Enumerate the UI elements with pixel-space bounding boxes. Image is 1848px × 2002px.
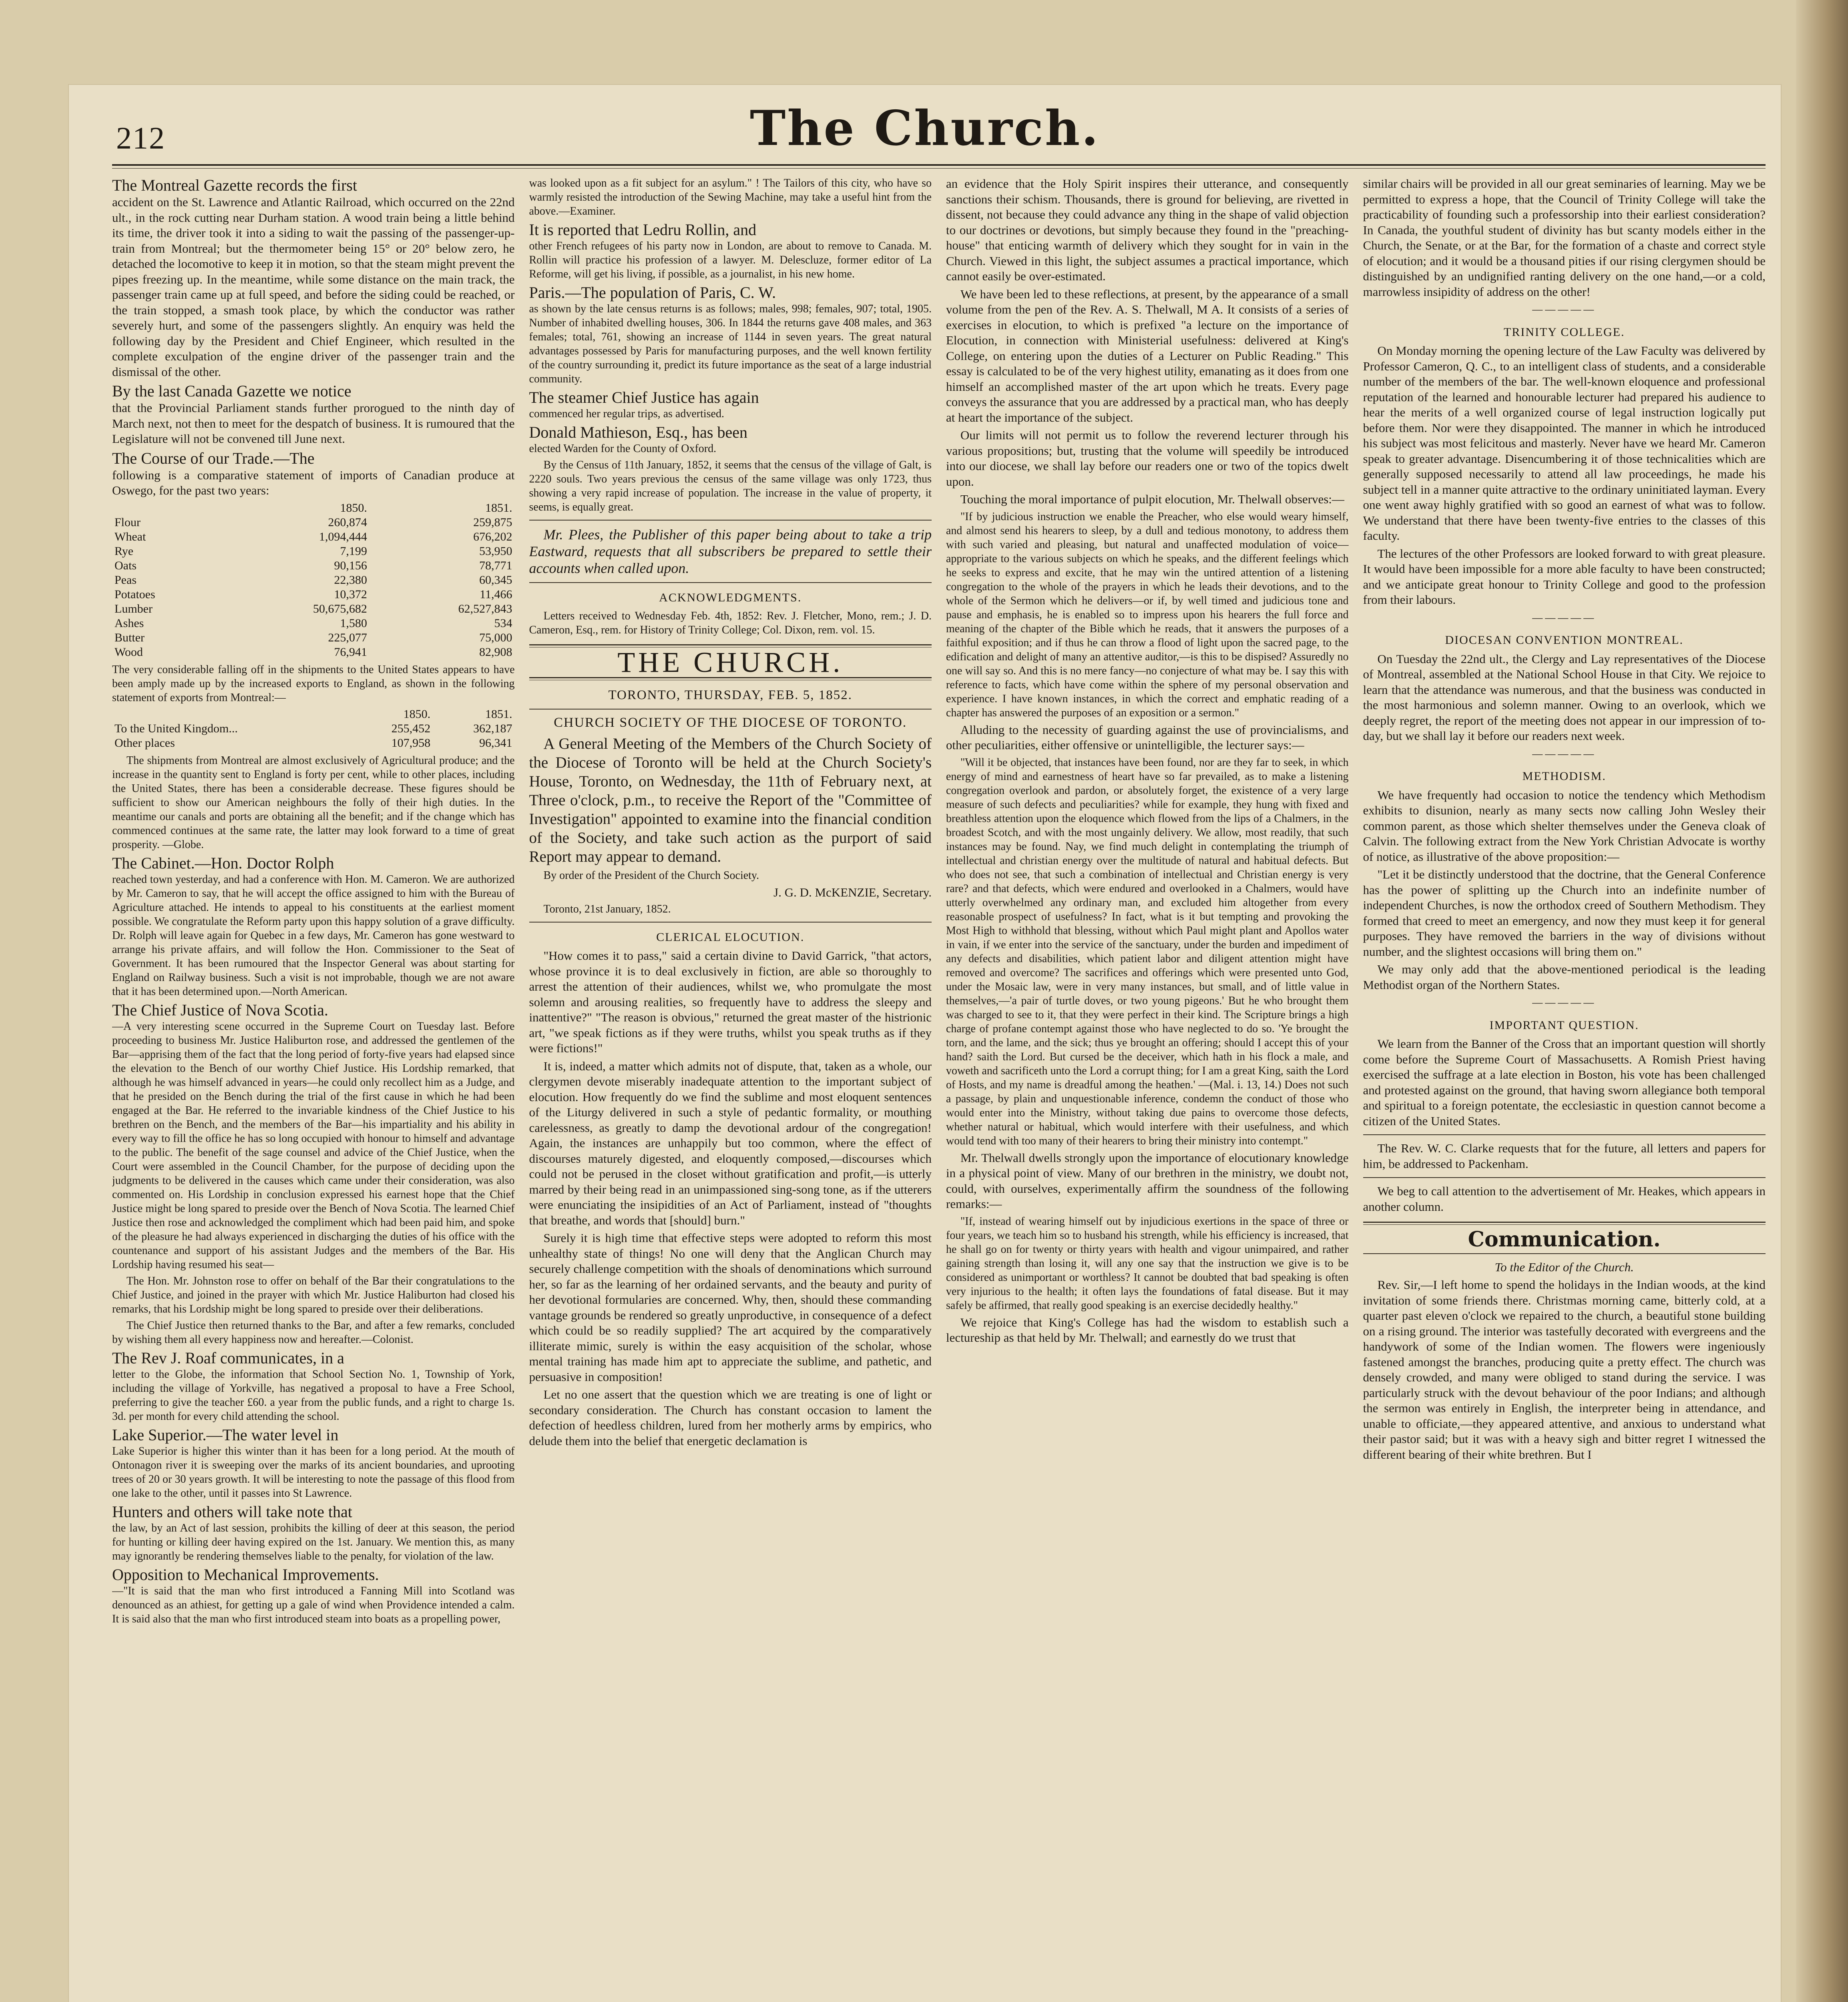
article-lead: Donald Mathieson, Esq., has been	[529, 423, 747, 441]
table-row: Other places 107,958 96,341	[114, 736, 512, 750]
section-heading: CLERICAL ELOCUTION.	[656, 930, 805, 944]
article-lead: Opposition to Mechanical Improvements.	[112, 1565, 379, 1584]
article-paragraph: The Hon. Mr. Johnston rose to offer on behalf of the Bar their congratulations to the Chief Justice, and joined in the prayer with which Mr. Justice Haliburton had closed his remarks, that his Lordship might be long spared to preside over their deliberations.	[112, 1274, 515, 1315]
columns	[112, 176, 1766, 2002]
section-heading: METHODISM.	[1522, 770, 1606, 783]
divider	[529, 709, 932, 710]
section-heading: DIOCESAN CONVENTION MONTREAL.	[1445, 633, 1683, 647]
divider	[529, 582, 932, 583]
article-paragraph: Our limits will not permit us to follow the reverend lecturer through his various propositions; but, trusting that the volume will speedily be introduced into our diocese, we shall lay before our readers one or two of the topics dwelt upon.	[946, 428, 1349, 488]
table-row: Ashes 1,580 534	[114, 616, 512, 630]
article-paragraph: Surely it is high time that effective steps were adopted to reform this most unhealthy state of things! No one will deny that the Anglican Church may securely challenge competition with the shoals of denominations which surround her, so far as the learning of her ordained servants, and the beauty and purity of her devotional formularies are concerned. Why, then, should these commanding vantage grounds be rendered so greatly unproductive, in consequence of a defect which could be so readily supplied? The art acquired by the comparatively illiterate mimic, surely is within the easy acquisition of the scholar, whose mental training has made him apt to appreciate the sublime, and pathetic, and persuasive in composition!	[529, 1231, 932, 1384]
article-paragraph: similar chairs will be provided in all our great seminaries of learning. May we be permitted to express a hope, that the Council of Trinity College will take the practicability of founding such a professorship into their earliest consideration? In Canada, the youthful student of divinity has but scanty models either in the Church, the Senate, or at the Bar, for the formation of a chaste and correct style of elocution; and it would be a thousand pities if our rising clergymen should be distinguished by an undignified ranting delivery on the one hand,—or a cold, marrowless insipidity of address on the other!	[1363, 177, 1766, 299]
table-row: Oats 90,156 78,771	[114, 559, 512, 572]
exports-table	[112, 707, 515, 750]
table-row: Potatoes 10,372 11,466	[114, 587, 512, 601]
year-header: 1851.	[485, 707, 512, 721]
year-header: 1850.	[340, 501, 367, 515]
article-paragraph: Let no one assert that the question which we are treating is one of light or secondary consideration. The Church has constant occasion to lament the defection of heedless children, lured from her motherly arms by empirics, who delude them into the belief that energetic declamation is	[529, 1387, 932, 1448]
order-line: By order of the President of the Church Society.	[543, 869, 759, 882]
article-lead: The Rev J. Roaf communicates, in a	[112, 1349, 344, 1367]
meeting-notice: A General Meeting of the Members of the Church Society of the Diocese of Toronto will be held at the Church Society's House, Toronto, on Wednesday, the 11th of February next, at Three o'clock, p.m., to receive the Report of the "Committee of Investigation" appointed to examine into the financial condition of the Society, and take such action as the purport of said Report may appear to demand.	[529, 735, 932, 865]
year-header: 1850.	[403, 707, 431, 721]
article-paragraph: that the Provincial Parliament stands further prorogued to the ninth day of March next, not then to meet for the despatch of business. It is rumoured that the Legislature will not be convened till June next.	[112, 401, 515, 446]
divider	[529, 520, 932, 521]
publisher-notice: Mr. Plees, the Publisher of this paper being about to take a trip Eastward, requests that all subscribers be prepared to settle their accounts when called upon.	[529, 527, 932, 576]
article-paragraph: —A very interesting scene occurred in the Supreme Court on Tuesday last. Before proceeding to business Mr. Justice Haliburton rose, and addressed the gentlemen of the Bar—apprising them of the fact that the long period of forty-five years had elapsed since the elevation to the Bench of our worthy Chief Justice. His Lordship remarked, that although he was himself advanced in years—he could only recollect him as a Judge, and that he presided on the Bench during the trial of the first cause in which he had been engaged at the Bar. He referred to the invariable kindness of the Chief Justice to his brethren on the Bench, and the members of the Bar—his impartiality and his ability in every way to fill the office he has so long occupied with honour to himself and advantage to the public. The benefit of the sage counsel and advice of the Chief Justice, when the Court were assembled in the Council Chamber, for the purpose of deciding upon the judgments to be delivered in the causes which came under their consideration, was also commented on. His Lordship in conclusion expressed his earnest hope that the Chief Justice might be long spared to preside over the Bench of Nova Scotia. The learned Chief Justice then rose and acknowledged the compliment which had been paid him, and spoke of the pleasure he had always experienced in discharging the duties of his office with the countenance and support of his assistant Judges and the members of the Bar. His Lordship having resumed his seat—	[112, 1020, 515, 1271]
article-paragraph: The Rev. W. C. Clarke requests that for the future, all letters and papers for him, be addressed to Packenham.	[1363, 1141, 1766, 1171]
signed-date: Toronto, 21st January, 1852.	[543, 903, 671, 915]
article-paragraph: We rejoice that King's College has had the wisdom to establish such a lectureship as that held by Mr. Thelwall; and earnestly do we trust that	[946, 1315, 1349, 1345]
article-lead: The Montreal Gazette records the first	[112, 176, 357, 194]
article-paragraph: The lectures of the other Professors are looked forward to with great pleasure. It would have been impossible for a more able faculty to have been constructed; and we anticipate great honour to Trinity College and good to the profession from their labours.	[1363, 546, 1766, 607]
section-heading: Communication.	[1468, 1227, 1661, 1252]
column-1	[112, 176, 515, 2002]
article-lead: The Cabinet.—Hon. Doctor Rolph	[112, 854, 334, 872]
divider	[1363, 1177, 1766, 1178]
letter-salutation: To the Editor of the Church.	[1494, 1260, 1634, 1274]
article-paragraph: Touching the moral importance of pulpit elocution, Mr. Thelwall observes:—	[960, 492, 1344, 506]
table-row: Flour 260,874 259,875	[114, 515, 512, 529]
ornament-divider: ―――――	[1532, 304, 1597, 315]
article-paragraph: Alluding to the necessity of guarding against the use of provincialisms, and other peculiarities, either offensive or unintelligible, the lecturer says:—	[946, 722, 1349, 752]
article-paragraph: Lake Superior is higher this winter than it has been for a long period. At the mouth of Ontonagon river it is sweeping over the marks of its ancient boundaries, and uprooting trees of 20 or 30 years growth. It will be interesting to note the passage of this flood from one lake to the other, until it passes into St Lawrence.	[112, 1445, 515, 1499]
page-header	[68, 84, 1782, 168]
ornament-divider: ―――――	[1532, 748, 1597, 760]
newspaper-page	[68, 84, 1782, 2002]
article-paragraph: On Tuesday the 22nd ult., the Clergy and Lay representatives of the Diocese of Montreal, assembled at the National School House in that City. We rejoice to learn that the attendance was numerous, and that the business was conducted in the most harmonious and solemn manner. Owing to an overlook, which we deeply regret, the report of the meeting does not appear in our impression of to-day, but we shall lay it before our readers next week.	[1363, 651, 1766, 743]
article-paragraph: By the Census of 11th January, 1852, it seems that the census of the village of Galt, is 2220 souls. Two years previous the census of the same village was only 1723, thus showing a very rapid increase of population. The increase in the value of property, it seems, is equally great.	[529, 459, 932, 513]
table-row: Lumber 50,675,682 62,527,843	[114, 602, 512, 615]
table-row: Wheat 1,094,444 676,202	[114, 530, 512, 543]
quotation: "Let it be distinctly understood that the doctrine, that the General Conference has the power of splitting up the Church into an indefinite number of independent Churches, is now the orthodox creed of Southern Methodism. They formed that creed to meet an emergency, and now they must keep it for general purposes. They have removed the barriers in the way of divisions without number, and the slightest occasions will bring them on."	[1363, 867, 1766, 959]
year-header: 1851.	[485, 501, 512, 515]
article-paragraph: The Chief Justice then returned thanks to the Bar, and after a few remarks, concluded by wishing them all every happiness now and hereafter.—Colonist.	[112, 1319, 515, 1346]
divider	[529, 922, 932, 923]
divider	[1363, 1134, 1766, 1135]
article-paragraph: commenced her regular trips, as advertised.	[529, 408, 724, 420]
quotation: "If, instead of wearing himself out by injudicious exertions in the space of three or four years, we teach him so to husband his strength, while his efficiency is increased, that he shall go on for twenty or thirty years with health and vigour unimpaired, and rather gaining strength than losing it, will any one say that the instruction we give is to be considered as unimportant or worthless? It cannot be doubted that bad speaking is often very injurious to the health; it often lays the foundations of fatal disease. But it may safely be affirmed, that really good speaking is an exercise decidedly healthy."	[946, 1215, 1349, 1312]
dateline: TORONTO, THURSDAY, FEB. 5, 1852.	[608, 688, 853, 702]
divider	[1363, 1222, 1766, 1225]
quotation: "Will it be objected, that instances have been found, nor are they far to seek, in which energy of mind and earnestness of heart have so far prevailed, as to make a listening congregation overlook and pardon, or absolutely forget, the existence of a very large measure of such defects and peculiarities? while for example, they hung with fixed and breathless attention upon the eloquence which flowed from the lips of a Chalmers, in the broadest Scotch, and with the most ungainly delivery. We allow, most readily, that such instances may be found. Nay, we find much delight in contemplating the triumph of intellectual and christian energy over the multitude of natural and habitual defects. But who does not see, that such a combination of intellectual and Christian energy is very rare? and that defects, which were endured and overlooked in a Chalmers, would have utterly overwhelmed any ordinary man, and excluded him altogether from every reasonable prospect of usefulness? In fact, what is it but tempting and provoking the Most High to withhold that blessing, without which Paul might plant and Apollos water in vain, if we enter into the service of the sanctuary, under the burden and impediment of any defects and disabilities, which patient labor and diligent attention might have removed and overcome? The sacrifices and offerings which were presented unto God, under the Mosaic law, were in very many instances, but small, and of little value in themselves,—'a pair of turtle doves, or two young pigeons.' But he who brought them was charged to see to it, that they were perfect in their kind. The Scripture brings a high charge of profane contempt against those who have neglected to do so. 'Ye brought the torn, and the lame, and the sick; thus ye brought an offering; should I accept this of your hand? saith the Lord. But cursed be the deceiver, which hath in his flock a male, and voweth and sacrificeth unto the Lord a corrupt thing; for I am a great King, saith the Lord of Hosts, and my name is dreadful among the heathen.' —(Mal. i. 13, 14.) Does not such a passage, by plain and unquestionable inference, condemn the conduct of those who would enter into the Ministry, without taking due pains to overcome those defects, whether natural or habitual, which would interfere with their usefulness, and which would tend with too many of their hearers to bring their ministry into contempt."	[946, 756, 1349, 1147]
column-3	[946, 176, 1349, 2002]
article-paragraph: elected Warden for the County of Oxford.	[529, 442, 717, 455]
table-row: Wood 76,941 82,908	[114, 645, 512, 659]
ornament-divider: ―――――	[1532, 611, 1597, 623]
article-paragraph: The shipments from Montreal are almost exclusively of Agricultural produce; and the increase in the quantity sent to England is forty per cent, while to other places, including the United States, there has been a considerable decrease. These figures should be sufficient to show our American neighbours the folly of their high duties. In the meantime our canals and ports are obtaining all the benefit; and if the change which has commenced continues at the same rate, the latter may look forward to a time of great prosperity. —Globe.	[112, 754, 515, 851]
section-heading: CHURCH SOCIETY OF THE DIOCESE OF TORONTO.	[554, 715, 907, 730]
column-4	[1363, 176, 1766, 2002]
signature: J. G. D. McKENZIE, Secretary.	[773, 885, 932, 899]
article-paragraph: letter to the Globe, the information that School Section No. 1, Township of York, including the village of Yorkville, has negatived a proposal to have a Free School, preferring to give the teacher £60. a year from the public funds, and a right to charge 1s. 3d. per month for every child attending the school.	[112, 1368, 515, 1423]
article-lead: By the last Canada Gazette we notice	[112, 382, 352, 400]
letter-body: Rev. Sir,—I left home to spend the holidays in the Indian woods, at the kind invitation of some friends there. Christmas morning came, bitterly cold, at a quarter past eleven o'clock we repaired to the church, a beautiful stone building on a rising ground. The interior was tastefully decorated with evergreens and the handywork of some of the Indian women. The flowers were ingeniously fastened amongst the branches, producing quite a pretty effect. The church was densely crowded, and many were obliged to stand during the service. I was particularly struck with the devout behaviour of the poor Indians; and although the sermon was entirely in English, the interpreter being in attendance, and unable to officiate,—they appeared attentive, and anxious to understand what their pastor said; but it was with a heavy sigh and bitter regret I witnessed the different bearing of their white brethren. But I	[1363, 1278, 1766, 1461]
article-paragraph: We beg to call attention to the advertisement of Mr. Heakes, which appears in another column.	[1363, 1184, 1766, 1214]
article-paragraph: as shown by the late census returns is as follows; males, 998; females, 907; total, 1905. Number of inhabited dwelling houses, 306. In 1844 the returns gave 408 males, and 363 females; total, 761, showing an increase of 1144 in seven years. The great natural advantages possessed by Paris for manufacturing purposes, and the well known fertility of the country surrounding it, predict its future importance as the seat of a large industrial community.	[529, 303, 932, 385]
produce-table	[112, 501, 515, 659]
article-paragraph: —"It is said that the man who first introduced a Fanning Mill into Scotland was denounced as an athiest, for getting up a gale of wind when Providence intended a calm. It is said also that the man who first introduced steam into boats as a propelling power,	[112, 1584, 515, 1625]
quotation: "If by judicious instruction we enable the Preacher, who else would weary himself, and almost send his hearers to sleep, by a dull and tedious monotony, to address them with such varied and pleasing, but natural and unaffected modulation of voice—appropriate to the various subjects on which he speaks, and the different feelings which he seeks to express and excite, that he may win the untired attention of a listening congregation to the whole of the prayers in which he leads their devotions, and to the whole of the Sermon which he delivers—or if, by well timed and judicious tone and pause and emphasis, he is enabled so to impress upon his hearers the full force and meaning of the chapter of the Bible which he reads, that it answers the purposes of a faithful exposition; and if thus he can throw a flood of light upon the sacred page, to the edification and delight of many an attentive auditor,—is this to be dispised? Assuredly no one will say so. And this is no mere fancy—no conjecture of what may be. I say this with reference to facts, which have come within the sphere of my personal observation and experience. I have known instances, in which the correct and emphatic reading of a chapter has answered the purposes of an exposition or a sermon."	[946, 510, 1349, 719]
ornament-divider: ―――――	[1532, 997, 1597, 1008]
article-lead: The Course of our Trade.—The	[112, 449, 315, 467]
table-row: To the United Kingdom... 255,452 362,187	[114, 722, 512, 735]
article-paragraph: was looked upon as a fit subject for an asylum." ! The Tailors of this city, who have so warmly resisted the introduction of the Sewing Machine, may take a useful hint from the above.—Examiner.	[529, 177, 932, 217]
article-paragraph: the law, by an Act of last session, prohibits the killing of deer at this season, the period for hunting or killing deer having expired on the 1st. January. We mention this, as many may ignorantly be rendering themselves liable to the penalty, for violation of the law.	[112, 1522, 515, 1562]
article-paragraph: reached town yesterday, and had a conference with Hon. M. Cameron. We are authorized by Mr. Cameron to say, that he will accept the office assigned to him with the Bureau of Agriculture attached. He intends to appeal to his constituents at the earliest moment possible. We congratulate the Reform party upon this happy solution of a grave difficulty. Dr. Rolph will leave again for Quebec in a few days, Mr. Cameron has gone westward to arrange his private affairs, and will follow the Hon. Commissioner to the Seat of Government. It has been rumoured that the Inspector General was about starting for England on Railway business. Such a visit is not improbable, though we are not aware that it has been determined upon.—North American.	[112, 873, 515, 998]
article-paragraph: following is a comparative statement of imports of Canadian produce at Oswego, for the past two years:	[112, 468, 515, 497]
section-heading: IMPORTANT QUESTION.	[1489, 1018, 1639, 1032]
article-lead: Lake Superior.—The water level in	[112, 1425, 339, 1444]
article-paragraph: We may only add that the above-mentioned periodical is the leading Methodist organ of the Northern States.	[1363, 962, 1766, 992]
article-paragraph: The very considerable falling off in the shipments to the United States appears to have been amply made up by the increased exports to England, as shown in the following statement of exports from Montreal:—	[112, 663, 515, 704]
acknowledgments-text: Letters received to Wednesday Feb. 4th, 1852: Rev. J. Fletcher, Mono, rem.; J. D. Cameron, Esq., rem. for History of Trinity College; Col. Dixon, rem. vol. 15.	[529, 609, 932, 636]
article-paragraph: We have been led to these reflections, at present, by the appearance of a small volume from the pen of the Rev. A. S. Thelwall, M A. It consists of a series of exercises in elocution, to which is prefixed "a lecture on the importance of Elocution, in connection with Ministerial usefulness: delivered at King's College, on entering upon the duties of a Lecturer on Public Reading." This essay is calculated to be of the very highest utility, emanating as it does from one himself an accomplished master of the art upon which he treats. Every page conveys the assurance that you are addressed by a practical man, who has deeply at heart the importance of the subject.	[946, 287, 1349, 424]
table-row: Rye 7,199 53,950	[114, 544, 512, 558]
article-paragraph: other French refugees of his party now in London, are about to remove to Canada. M. Rollin will practice his profession of a lawyer. M. Delescluze, former editor of La Reforme, will get his living, if possible, as a journalist, in his new home.	[529, 240, 932, 280]
article-paragraph: We learn from the Banner of the Cross that an important question will shortly come before the Supreme Court of Massachusetts. A Romish Priest having exercised the suffrage at a late election in Boston, his vote has been challenged and protested against on the ground, that having sworn allegiance both temporal and spiritual to a foreign potentate, the ecclesiastic in question cannot become a citizen of the United States.	[1363, 1037, 1766, 1128]
article-paragraph: accident on the St. Lawrence and Atlantic Railroad, which occurred on the 22nd ult., in the rock cutting near Durham station. A wood train being a little behind its time, the driver took it into a siding to wait the passing of the passenger-up-train from Montreal; but the thermometer being 15° or 20° below zero, he detached the locomotive to keep it in motion, so that the steam might prevent the pipes freezing up. In the meantime, while some distance on the main track, the passenger train came up at full speed, and before the siding could be reached, or the train stopped, a smash took place, by which the conductor was rather severely hurt, and some of the passengers slightly. An enquiry was held the following day by the President and Chief Engineer, which resulted in the complete exculpation of the engine driver of the passenger train and the dismissal of the other.	[112, 195, 515, 379]
section-heading: ACKNOWLEDGMENTS.	[659, 591, 802, 604]
masthead-title: The Church.	[750, 100, 1100, 157]
section-heading: TRINITY COLLEGE.	[1504, 325, 1625, 339]
article-paragraph: On Monday morning the opening lecture of the Law Faculty was delivered by Professor Cameron, Q. C., to an intelligent class of students, and a considerable number of the members of the bar. The well-known eloquence and professional reputation of the learned and honourable lecturer had prepared his audience to hear the merits of a well organized course of legal instruction logically put before them. Nor were they disappointed. The manner in which he introduced his subject was most felicitous and masterly. Never have we heard Mr. Cameron speak to greater advantage. Disencumbering it of those technicalities which are generally supposed necessarily to attend all law proceedings, he made his subject tell in a manner quite attractive to the ordinary uninitiated layman. Every one went away highly gratified with so good an earnest of what was to follow. We understand that there have been twenty-five entries to the classes of this faculty.	[1363, 344, 1766, 543]
article-lead: It is reported that Ledru Rollin, and	[529, 221, 757, 239]
table-row: Butter 225,077 75,000	[114, 631, 512, 644]
page-edge	[1796, 0, 1848, 2002]
page-number: 212	[116, 121, 165, 155]
header-rule	[112, 164, 1766, 169]
article-lead: The steamer Chief Justice has again	[529, 388, 759, 406]
article-lead: The Chief Justice of Nova Scotia.	[112, 1001, 328, 1019]
table-row: Peas 22,380 60,345	[114, 573, 512, 587]
editorial-title: THE CHURCH.	[617, 646, 844, 678]
article-lead: Hunters and others will take note that	[112, 1502, 352, 1521]
article-paragraph: "How comes it to pass," said a certain divine to David Garrick, "that actors, whose province it is to deal exclusively in fiction, are able so thoroughly to arrest the attention of their audiences, whilst we, who promulgate the most solemn and arousing realities, so frequently have to address the sleepy and inattentive?" "The reason is obvious," returned the great master of the histrionic art, "we speak fictions as if they were truths, whilst you speak truths as if they were fictions!"	[529, 949, 932, 1055]
article-paragraph: an evidence that the Holy Spirit inspires their utterance, and consequently sanctions their schism. Thousands, there is ground for believing, are rivetted in dissent, not because they could advance any thing in the shape of valid objection to our doctrines or devotions, but simply because they found in the "preaching-house" that enticing warmth of delivery which they sought for in vain in the Church. Viewed in this light, the subject assumes a practical importance, which cannot easily be over-estimated.	[946, 177, 1349, 283]
divider	[1363, 1253, 1766, 1254]
column-2	[529, 176, 932, 2002]
article-paragraph: Mr. Thelwall dwells strongly upon the importance of elocutionary knowledge in a physical point of view. Many of our brethren in the ministry, we doubt not, could, with ourselves, experimentally affirm the soundness of the following remarks:—	[946, 1150, 1349, 1211]
article-paragraph: We have frequently had occasion to notice the tendency which Methodism exhibits to disunion, nearly as many sects now calling John Wesley their common parent, as those which shelter themselves under the Geneva cloak of Calvin. The following extract from the New York Christian Advocate is worthy of notice, as illustrative of the above proposition:—	[1363, 788, 1766, 864]
article-lead: Paris.—The population of Paris, C. W.	[529, 283, 776, 302]
article-paragraph: It is, indeed, a matter which admits not of dispute, that, taken as a whole, our clergymen devote miserably inadequate attention to the important subject of elocution. How frequently do we find the sublime and most eloquent sentences of the Liturgy delivered in such a style of pedantic formality, or mouthing carelessness, as greatly to damp the devotional ardour of the congregation! Again, the instances are unhappily but too common, where the effect of discourses maturely digested, and eloquently composed,—discourses which could not be perused in the closet without gratification and profit,—is utterly marred by their being read in an unimpassioned sing-song tone, as if the utterers were enunciating the insipidities of an Act of Parliament, instead of "thoughts that breathe, and words that [should] burn."	[529, 1059, 932, 1227]
